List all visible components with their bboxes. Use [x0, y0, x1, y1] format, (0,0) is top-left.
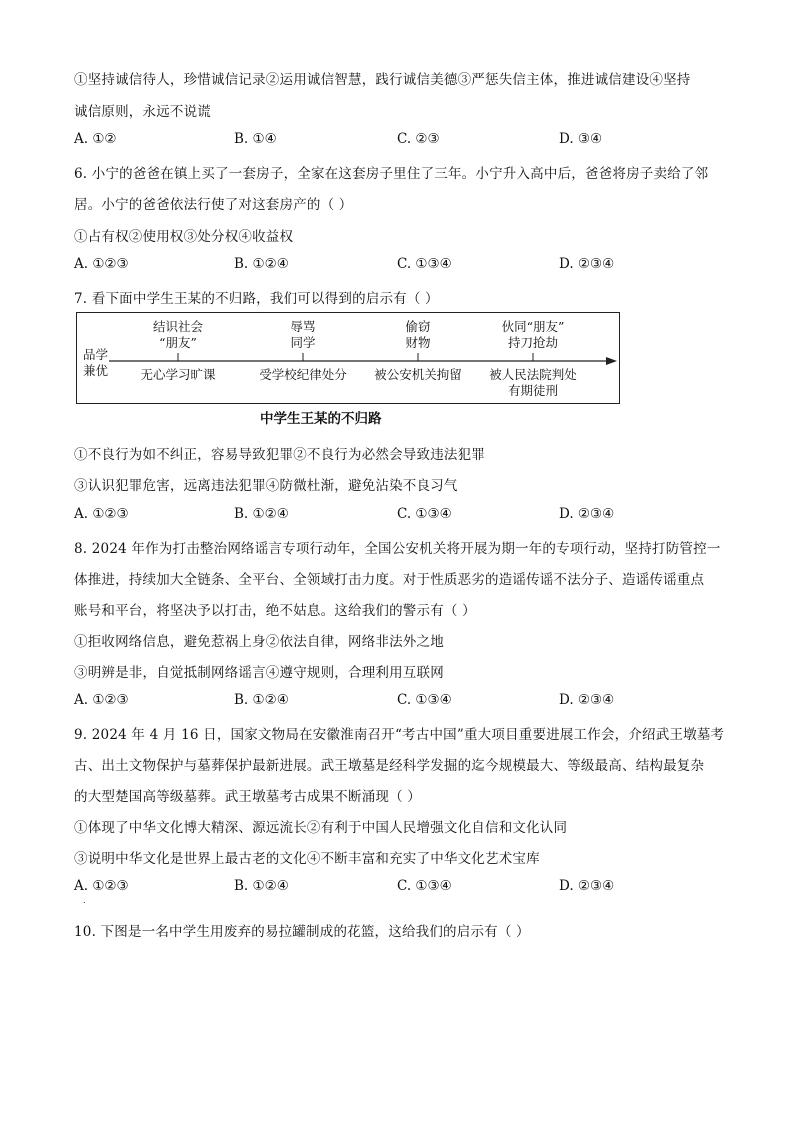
- timeline-bottom-1: 无心学习旷课: [140, 367, 216, 382]
- q8-options: [74, 692, 714, 712]
- q6-option-d[interactable]: D. ②③④: [559, 256, 615, 272]
- q9-option-b[interactable]: B. ①②④: [234, 878, 289, 894]
- q7-stem: 7. 看下面中学生王某的不归路，我们可以得到的启示有（ ）: [74, 291, 439, 307]
- timeline-top-4: 伙同“朋友” 持刀抢劫: [501, 319, 565, 350]
- q9-option-c[interactable]: C. ①③④: [397, 878, 452, 894]
- timeline-bottom-3: 被公安机关拘留: [374, 367, 462, 382]
- q9-option-a[interactable]: A. ①②③: [74, 878, 129, 894]
- q7-option-c[interactable]: C. ①③④: [397, 506, 452, 522]
- q7-option-b[interactable]: B. ①②④: [234, 506, 289, 522]
- q9-stem-line-2: 古、出土文物保护与墓葬保护最新进展。武王墩墓是经科学发掘的迄今规模最大、等级最高、结构最复杂: [74, 758, 705, 774]
- q9-options: [74, 878, 714, 898]
- q5-options: [74, 131, 714, 151]
- q7-options: [74, 506, 714, 526]
- q9-stem-line-1: 9. 2024 年 4 月 16 日，国家文物局在安徽淮南召开“考古中国”重大项目重要进展工作会，介绍武王墩墓考: [74, 727, 725, 743]
- q7-statements-line-1: ①不良行为如不纠正，容易导致犯罪②不良行为必然会导致违法犯罪: [74, 447, 485, 463]
- q5-option-c[interactable]: C. ②③: [397, 131, 440, 147]
- q8-option-c[interactable]: C. ①③④: [397, 692, 452, 708]
- timeline-bottom-4: 被人民法院判处 有期徒刑: [489, 367, 577, 398]
- stray-dot: .: [83, 896, 86, 905]
- q8-option-b[interactable]: B. ①②④: [234, 692, 289, 708]
- q5-statements-line-1: ①坚持诚信待人，珍惜诚信记录②运用诚信智慧，践行诚信美德③严惩失信主体，推进诚信建设④坚持: [74, 72, 691, 88]
- diagram-start-label: 品学 兼优: [83, 347, 109, 378]
- q5-option-b[interactable]: B. ①④: [234, 131, 277, 147]
- q7-option-a[interactable]: A. ①②③: [74, 506, 129, 522]
- q9-statements-line-1: ①体现了中华文化博大精深、源远流长②有利于中国人民增强文化自信和文化认同: [74, 820, 568, 836]
- q6-options: [74, 256, 714, 276]
- q6-option-b[interactable]: B. ①②④: [234, 256, 289, 272]
- q10-stem: 10. 下图是一名中学生用废弃的易拉罐制成的花篮，这给我们的启示有（ ）: [74, 924, 530, 940]
- q6-stem-line-2: 居。小宁的爸爸依法行使了对这套房产的（ ）: [74, 197, 353, 213]
- q8-stem-line-2: 体推进，持续加大全链条、全平台、全领域打击力度。对于性质恶劣的造谣传谣不法分子、造谣传谣重点: [74, 572, 705, 588]
- q5-option-d[interactable]: D. ③④: [559, 131, 603, 147]
- timeline-top-3: 偷窃 财物: [405, 319, 431, 350]
- q7-statements-line-2: ③认识犯罪危害，远离违法犯罪④防微杜渐，避免沾染不良习气: [74, 478, 458, 494]
- q6-option-c[interactable]: C. ①③④: [397, 256, 452, 272]
- q6-statements: ①占有权②使用权③处分权④收益权: [74, 229, 294, 245]
- q7-option-d[interactable]: D. ②③④: [559, 506, 615, 522]
- q9-statements-line-2: ③说明中华文化是世界上最古老的文化④不断丰富和充实了中华文化艺术宝库: [74, 851, 540, 867]
- q9-stem-line-3: 的大型楚国高等级墓葬。武王墩墓考古成果不断涌现（ ）: [74, 789, 421, 805]
- q5-statements-line-2: 诚信原则，永远不说谎: [74, 104, 211, 120]
- timeline-top-2: 辱骂 同学: [290, 319, 316, 350]
- timeline-top-1: 结识社会 “朋友”: [152, 319, 203, 350]
- q9-option-d[interactable]: D. ②③④: [559, 878, 615, 894]
- diagram-caption: 中学生王某的不归路: [260, 411, 382, 427]
- q6-stem-line-1: 6. 小宁的爸爸在镇上买了一套房子，全家在这套房子里住了三年。小宁升入高中后，爸爸将房子卖给了邻: [74, 166, 709, 182]
- q8-option-a[interactable]: A. ①②③: [74, 692, 129, 708]
- timeline-bottom-2: 受学校纪律处分: [259, 367, 347, 382]
- q8-statements-line-1: ①拒收网络信息，避免惹祸上身②依法自律，网络非法外之地: [74, 634, 444, 650]
- q8-stem-line-3: 账号和平台，将坚决予以打击，绝不姑息。这给我们的警示有（ ）: [74, 603, 476, 619]
- q8-statements-line-2: ③明辨是非，自觉抵制网络谣言④遵守规则，合理利用互联网: [74, 665, 444, 681]
- q8-stem-line-1: 8. 2024 年作为打击整治网络谣言专项行动年，全国公安机关将开展为期一年的专项行动，坚持打防管控一: [74, 541, 721, 557]
- q7-diagram: [76, 312, 620, 404]
- q8-option-d[interactable]: D. ②③④: [559, 692, 615, 708]
- q5-option-a[interactable]: A. ①②: [74, 131, 117, 147]
- q6-option-a[interactable]: A. ①②③: [74, 256, 129, 272]
